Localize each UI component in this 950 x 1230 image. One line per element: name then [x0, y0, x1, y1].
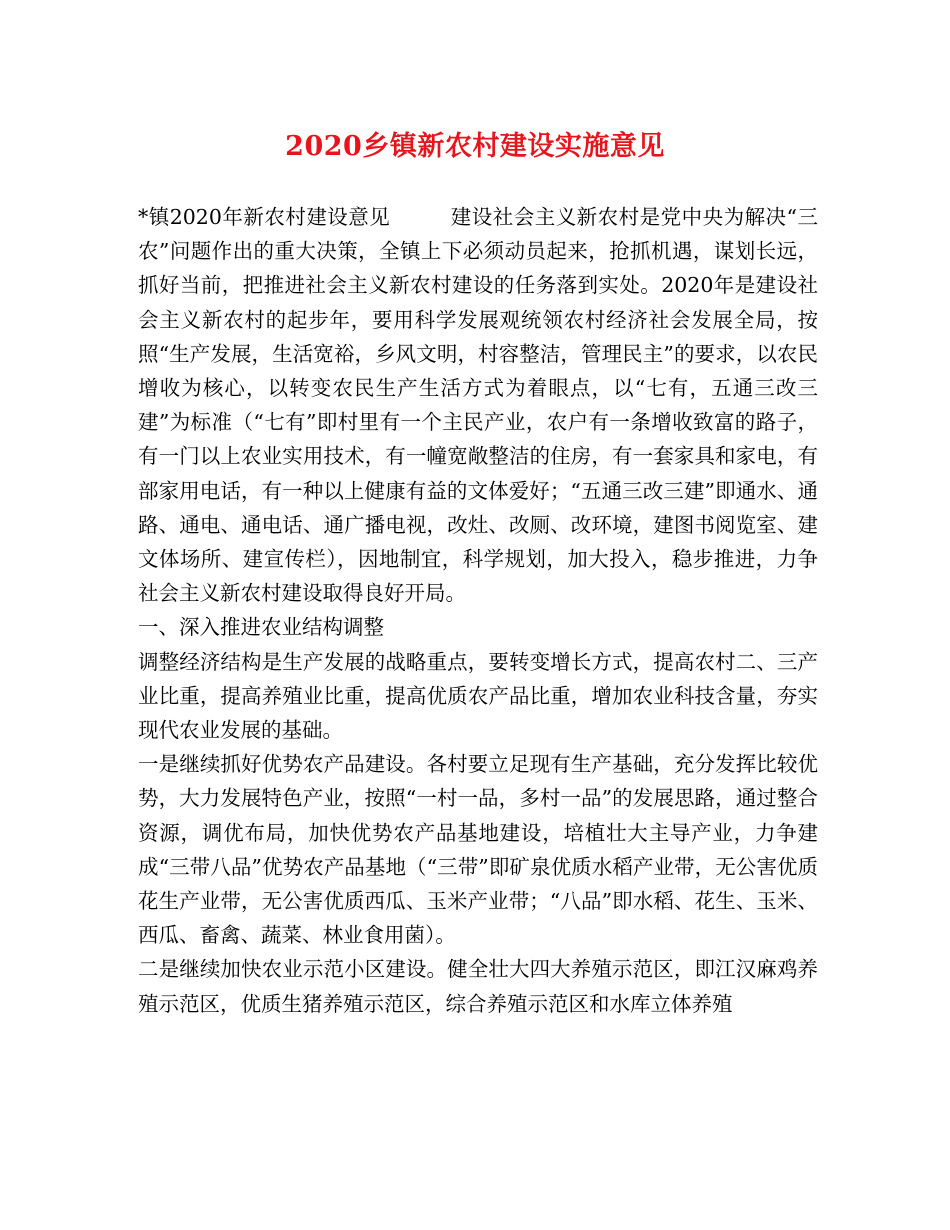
paragraph-structure: 调整经济结构是生产发展的战略重点，要转变增长方式，提高农村二、三产业比重，提高养殖业比重，提高优质农产品比重，增加农业科技含量，夯实现代农业发展的基础。	[138, 649, 818, 743]
paragraph-intro	[138, 200, 818, 610]
paragraph-point-1: 一是继续抓好优势农产品建设。各村要立足现有生产基础，充分发挥比较优势，大力发展特色产业，按照“一村一品，多村一品”的发展思路，通过整合资源，调优布局，加快优势农产品基地建设，培植壮大主导产业，力争建成“三带八品”优势农产品基地（“三带”即矿泉优质水稻产业带，无公害优质花生产业带，无公害优质西瓜、玉米产业带；“八品”即水稻、花生、玉米、西瓜、畜禽、蔬菜、林业食用菌）。	[138, 752, 818, 948]
paragraph-point-2: 二是继续加快农业示范小区建设。健全壮大四大养殖示范区，即江汉麻鸡养殖示范区，优质生猪养殖示范区，综合养殖示范区和水库立体养殖	[138, 957, 818, 1016]
lead-heading: *镇2020年新农村建设意见	[138, 205, 391, 229]
document-title: 2020乡镇新农村建设实施意见	[285, 131, 665, 162]
section-heading-1: 一、深入推进农业结构调整	[138, 615, 384, 640]
document-body	[138, 200, 818, 1021]
intro-text: 建设社会主义新农村是党中央为解决“三农”问题作出的重大决策，全镇上下必须动员起来，抢抓机遇，谋划长远，抓好当前，把推进社会主义新农村建设的任务落到实处。2020年是建设社会主义新农村的起步年，要用科学发展观统领农村经济社会发展全局，按照“生产发展，生活宽裕，乡风文明，村容整洁，管理民主”的要求，以农民增收为核心，以转变农民生产生活方式为着眼点，以“七有，五通三改三建”为标准（“七有”即村里有一个主民产业，农户有一条增收致富的路子，有一门以上农业实用技术，有一幢宽敞整洁的住房，有一套家具和家电，有部家用电话，有一种以上健康有益的文体爱好；“五通三改三建”即通水、通路、通电、通电话、通广播电视，改灶、改厕、改环境，建图书阅览室、建文体场所、建宣传栏），因地制宜，科学规划，加大投入，稳步推进，力争社会主义新农村建设取得良好开局。	[138, 205, 819, 606]
